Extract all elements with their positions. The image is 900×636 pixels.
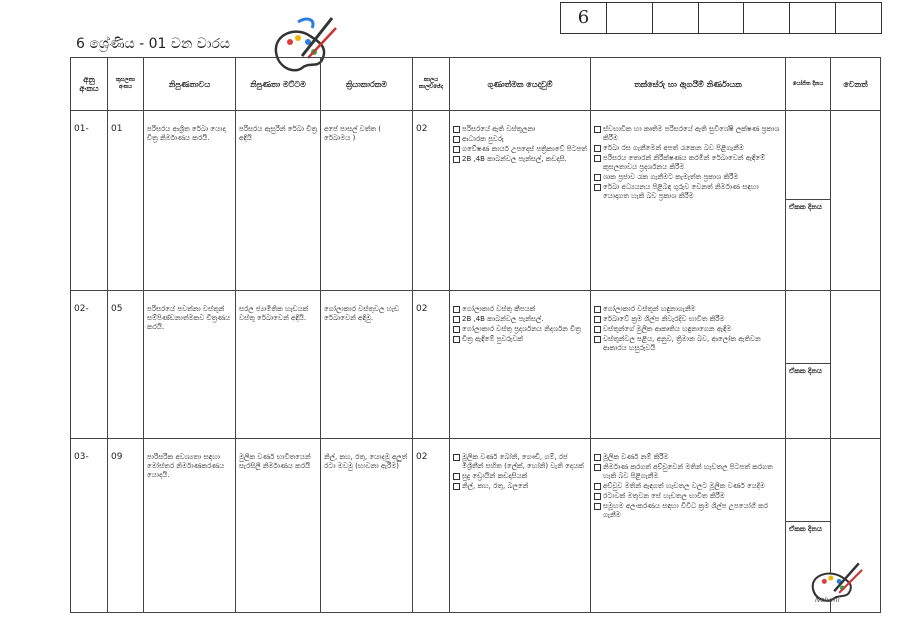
header-quality-inputs: ගුණාත්මක යෙදවුම් xyxy=(450,58,591,111)
competency-number: 05 xyxy=(108,291,144,439)
competency-number: 01 xyxy=(108,111,144,291)
grade-box xyxy=(607,3,653,33)
list-item: ස්වභාවික හා කෘතිම පරිසරයේ ඇති සුවිශේෂී ලක්ෂණ ප්‍රකාශ කිරීම xyxy=(594,125,782,143)
header-periods: කාලය කාලච්ඡේද xyxy=(413,58,450,111)
activity-text: නිල්, කහ, රතු, යොදමු අලුත් රටා මවමු (භාවනා ඇරීම) xyxy=(321,439,413,613)
list-item: මූලික වර්ණ නම් කිරීම xyxy=(594,453,782,462)
header-unit: අනු අංකය xyxy=(71,58,108,111)
list-item: ගෝලාකාර වස්තු ප්‍රදර්ශනය නිදර්ශන චිත්‍ර xyxy=(453,325,587,334)
competency-level-text: පරිසරය ඇසුරින් රේඛා චිත්‍ර අඳියි xyxy=(236,111,321,291)
activity-text: අපේ පාසල් වත්ත ( රේඛාමය ) xyxy=(321,111,413,291)
grade-box xyxy=(790,3,836,33)
planned-date-cell xyxy=(786,291,831,439)
periods-value: 02 xyxy=(413,439,450,613)
periods-value: 02 xyxy=(413,291,450,439)
list-item: ගෝලාකාර වස්තූන් හඳුනාගැනීම xyxy=(594,305,782,314)
competency-text: පාරිසරික අවශ්‍යතා සඳහා මෝස්තර නිර්මාණකරණය යොදයි. xyxy=(144,439,236,613)
list-item: රේඛා රස ගැනීමෙන් අපත් රැකෙන බව පිළිගැනීම xyxy=(594,144,782,153)
competency-number: 09 xyxy=(108,439,144,613)
list-item: සමූහම අලංකරණය සඳහා විවිධ ක්‍රම ශිල්ප උපයෝගී කර ගැනීම xyxy=(594,502,782,520)
grade-box xyxy=(836,3,881,33)
quality-inputs-cell xyxy=(450,291,591,439)
date-label: ඒකක දිනය xyxy=(786,363,830,379)
list-item: ආධාරක පුවරු xyxy=(453,135,587,144)
date-label: ඒකක දිනය xyxy=(786,199,830,215)
table-row xyxy=(71,291,881,439)
other-cell xyxy=(831,291,881,439)
list-item: රටාවක් මතුවන සේ හැඩතල භාවිත කිරීම xyxy=(594,492,782,501)
header-other: වෙනත් xyxy=(831,58,881,111)
signature: Nelumi xyxy=(815,596,840,604)
list-item: සුදු ඩ්‍රොයින් කඩදාසියක් xyxy=(453,472,587,481)
list-item: වස්තූන්වල පළිය, අනුව, ත්‍රිමාන බව, ආලෝක ඇතිවන ආකාරය හසුරුවයි xyxy=(594,335,782,353)
assessment-cell xyxy=(591,291,786,439)
list-item: නිර්මාණ කරගත් අච්චුවෙන් මතින් හැඩතල පිටපත් කරගත හැකි බව පිළිගැනීම xyxy=(594,463,782,481)
header-activity: ක්‍රියාකාරකම xyxy=(321,58,413,111)
list-item: රේඛාවේ ක්‍රම ශිල්ප නිවැරදිව භාවිත කිරීම xyxy=(594,315,782,324)
table-row xyxy=(71,111,881,291)
header-competency: නිපුණතාවය xyxy=(144,58,236,111)
page-title: 6 ශ්‍රේණිය - 01 වන වාරය xyxy=(76,36,230,52)
competency-text: පරිසරයේ පවත්නා වස්තූන් සම්පිණ්ඩනාත්මකව චිත්‍රණය කරයි. xyxy=(144,291,236,439)
planned-date-cell xyxy=(786,111,831,291)
table-row xyxy=(71,439,881,613)
grade-box xyxy=(653,3,699,33)
unit-number: 03- xyxy=(71,439,108,613)
list-item: ශාක ප්‍රජාව රැක ගැනීමට කැමැත්ත ප්‍රකාශ කිරීම xyxy=(594,173,782,182)
header-planned-date: යෝජිත දිනය xyxy=(786,58,831,111)
assessment-cell xyxy=(591,111,786,291)
grade-box xyxy=(699,3,745,33)
competency-level-text: මුලික වර්ණ භාවිතයෙන් සැරසිලි නිර්මාණය කරයි xyxy=(236,439,321,613)
list-item: චිත්‍ර ඇඳීමේ පුවරුවක් xyxy=(453,335,587,344)
header-competency-level: නිපුණතා මට්ටම xyxy=(236,58,321,111)
list-item: පරිසරය තොරන් නිරීක්ෂණය කරමින් රේඛාවෙන් ඇඳීමේ කුසලතාවය ප්‍රදර්ශනය කිරීම xyxy=(594,154,782,172)
quality-inputs-cell xyxy=(450,111,591,291)
list-item: වස්තූන්ගේ මුලික ආකෘතිය හඳුනාගෙන ඇඳීම xyxy=(594,325,782,334)
list-item: නිල්, කහ, රතු, බලනේ xyxy=(453,482,587,491)
list-item: 2B ,4B කාබන්වල පැන්සල්. xyxy=(453,315,587,324)
list-item: රේඛා අධ්‍යයනය පිළිබඳ ගුරුව වෙනත් නිර්මාණ සඳහා යොදාගත හැකි බව ප්‍රකාශ කිරීම xyxy=(594,183,782,201)
assessment-cell xyxy=(591,439,786,613)
unit-number: 02- xyxy=(71,291,108,439)
list-item: පරිසරයේ ඇති වස්තූලනා xyxy=(453,125,587,134)
list-item: ගෝලාකාර වස්තු කීපයක් xyxy=(453,305,587,314)
list-item: 2B ,4B කාබන්වල පැන්සල්, කඩදාසි. xyxy=(453,155,587,164)
list-item: අච්චුව මතින් ඇඳගත් හැඩතල වලට මූලික වර්ණ යෙදීම xyxy=(594,482,782,491)
quality-inputs-cell xyxy=(450,439,591,613)
table-header-row xyxy=(71,58,881,111)
activity-text: ගෝලාකාර වස්තුවල හැඩ රේඛාවෙන් අඳිමු. xyxy=(321,291,413,439)
date-label: ඒකක දිනය xyxy=(786,521,830,537)
list-item: ගවේෂණ කාර්ය උපදෙස් පත්‍රිකාවේ පිටපත් xyxy=(453,145,587,154)
unit-number: 01- xyxy=(71,111,108,291)
header-competency-no: කුසලතා අංකය xyxy=(108,58,144,111)
competency-text: පරිසරය ආශ්‍රිත රේඛා යොදා චිත්‍ර නිර්මාණය කරයි. xyxy=(144,111,236,291)
list-item: මූලික වර්ණ බෝනි, ගෞචි, ගම්, රජ මිශ්‍රිතීන් සහිත (ලේක්, හෝනි) වැනි දෙයක් xyxy=(453,453,587,471)
lesson-plan-table xyxy=(70,57,881,613)
periods-value: 02 xyxy=(413,111,450,291)
competency-level-text: සරල ජ්‍යාමිතික හැඩයක් වස්තූ රේඛාවෙන් අඳියි. xyxy=(236,291,321,439)
grade-box: 6 xyxy=(561,3,607,33)
header-assessment: තක්සේරු හා ඇගයීම් නිර්ණායක xyxy=(591,58,786,111)
grade-box xyxy=(744,3,790,33)
other-cell xyxy=(831,111,881,291)
grade-boxes xyxy=(560,2,882,34)
